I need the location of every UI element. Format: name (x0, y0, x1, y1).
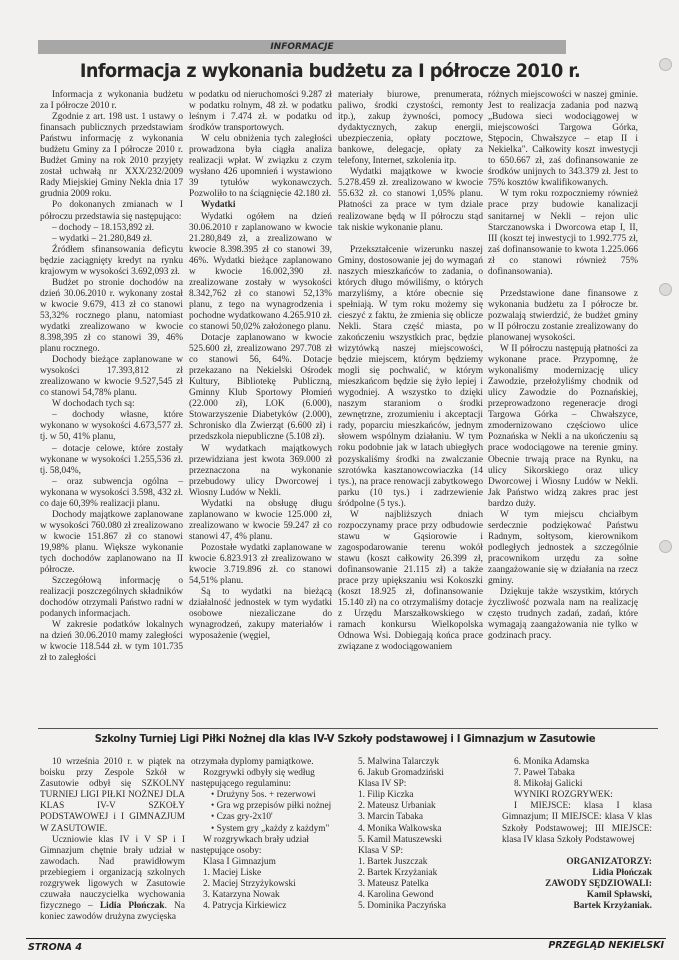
paragraph: Przekształcenie wizerunku naszej Gminy, dostosowanie jej do wymagań naszych mieszkańców to zadania, o których długo mówiliśmy, o których marzyliśmy, a które obecnie się spełniają. W tym roku możemy się cieszyć z faktu, że zmienia się oblicze Nekli. Stara część miasta, po zakończeniu wszystkich prac, będzie wizytówką naszej miejscowości, będzie miejscem, którym będziemy mogli się pochwalić, w którym mieszkańcom będzie się żyło lepiej i wygodniej. A wszystko to dzięki naszym staraniom o środki zewnętrzne, zrozumieniu i akceptacji rady, poparciu mieszkańców, jednym słowem wspólnym działaniu. W tym roku podobnie jak w latach ubiegłych pozyskaliśmy środki na zwalczanie szrotówka kasztanowcowiaczka (14 tys.), na prace renowacji zabytkowego parku (10 tys.) i zadrzewienie śródpolne (5 tys.). (338, 244, 483, 509)
article-column-1 (40, 90, 183, 664)
paragraph: W rozgrywkach brały udział następujące osoby: (191, 834, 309, 856)
paragraph: 10 września 2010 r. w piątek na boisku przy Zespole Szkół w Zasutowie odbył się SZKOLNY TURNIEJ LIGI PIŁKI NOŻNEJ DLA KLAS IV-V SZKOŁY PODSTAWOWEJ i I GIMNAZJUM W ZASUTOWIE. (40, 757, 185, 834)
rule-item: • Gra wg przepisów piłki nożnej (211, 801, 332, 812)
binder-hole-icon (659, 283, 672, 296)
article-column-4 (488, 90, 638, 642)
tournament-column-3 (358, 757, 496, 912)
paragraph: Wydatki majątkowe w kwocie 5.278.459 zł. zrealizowano w kwocie 55.632 zł. co stanowi 1,05% planu. Płatności za prace w tym dziale realizowane będą w II półroczu stąd tak niskie wykonanie planu. (338, 167, 483, 233)
paragraph: Rozgrywki odbyły się według następującego regulaminu: (191, 768, 315, 790)
paragraph: Są to wydatki na bieżącą działalność jednostek w tym wydatki osobowe niezaliczane do wynagrodzeń, zakupy materiałów i wyposażenie (węgiel, (189, 587, 332, 642)
paragraph: Budżet po stronie dochodów na dzień 30.06.2010 r. wykonany został w kwocie 9.679, 413 zł co stanowi 53,32% rocznego planu, natomiast wydatki zrealizowano w kwocie 8.398,395 zł co stanowi 39, 46% planu rocznego. (40, 277, 183, 355)
organizers-label: ORGANIZATORZY: (566, 856, 652, 867)
participant: 5. Kamil Matuszewski (358, 834, 442, 845)
subheading-wydatki: Wydatki (201, 200, 236, 211)
binder-hole-icon (659, 58, 672, 71)
paragraph: Wydatki na obsługę długu zaplanowano w kwocie 125.000 zł, zrealizowano w kwocie 59.247 zł co stanowi 47, 4% planu. (189, 498, 332, 542)
tournament-column-2 (191, 757, 351, 912)
referee-name: Bartek Krzyżaniak. (573, 901, 652, 912)
footer-divider (26, 938, 666, 939)
tournament-column-4 (502, 757, 652, 912)
participant: 5. Dominika Paczyńska (358, 901, 447, 912)
paragraph: – dochody – 18.153,892 zł. (52, 222, 154, 233)
paragraph: W II półroczu następują płatności za wykonane prace. Przypomnę, że wykonaliśmy modernizację ulicy Zawodzie, przełożyliśmy chodnik od ulicy Zawodzie do Poznańskiej, przeprowadzono regeneracje drogi Targowa Górka – Chwałszyce, zmodernizowano częściowo ulice Poznańska w Nekli a na ukończeniu są prace wodociągowe na terenie gminy. Obecnie trwają prace na Rynku, na ulicy Sikorskiego oraz ulicy Dworcowej i Wiosny Ludów w Nekli. Jak Państwo widzą zakres prac jest bardzo duży. (488, 344, 638, 509)
paragraph: materiały biurowe, prenumerata, paliwo, środki czystości, remonty itp.), zakup żywności, pomocy dydaktycznych, zakup energii, ubezpieczenia, opłaty pocztowe, bankowe, delegacje, opłaty za telefony, Internet, szkolenia itp. (338, 90, 483, 167)
participant: 5. Malwina Talarczyk (358, 757, 440, 767)
participant: 4. Monika Walkowska (358, 823, 442, 834)
class-heading: Klasa I Gimnazjum (203, 856, 276, 867)
participant: 3. Marcin Tabaka (358, 812, 424, 823)
article-body (40, 90, 652, 730)
participant: 2. Maciej Strzyżykowski (203, 879, 296, 890)
paragraph: Dochody majątkowe zaplanowane w wysokości 760.080 zł zrealizowano w kwocie 151.867 zł co stanowi 19,98% planu. Większe wykonanie tych dochodów zaplanowano na II półrocze. (40, 509, 183, 576)
paragraph: – wydatki – 21.280,849 zł. (52, 233, 152, 244)
results-heading: WYNIKI ROZGRYWEK: (514, 790, 613, 801)
article-column-2 (189, 90, 332, 642)
participant: 4. Patrycja Kirkiewicz (203, 901, 287, 912)
participant: 2. Mateusz Urbaniak (358, 801, 436, 812)
paragraph: Wydatki ogółem na dzień 30.06.2010 r zaplanowano w kwocie 21.280,849 zł, a zrealizowano w kwocie 8.398.395 zł co stanowi 39, 46%. Wydatki bieżące zaplanowano w kwocie 16.002,390 zł. zrealizowane zostały w wysokości 8.342,762 zł co stanowi 52,13% planu, z tego na wynagrodzenia i pochodne wydatkowano 4.265.910 zł. co stanowi 50,02% założonego planu. (189, 211, 332, 332)
publication-name: PRZEGLĄD NEKIELSKI (548, 940, 664, 951)
tournament-column-1 (40, 757, 185, 923)
class-heading: Klasa V SP: (358, 845, 404, 856)
article-column-3 (338, 90, 483, 653)
tournament-title: Szkolny Turniej Ligi Piłki Nożnej dla klas IV-V Szkoły podstawowej i I Gimnazjum w Zasutowie (94, 732, 596, 745)
paragraph: Dziękuje także wszystkim, których życzliwość pozwala nam na realizację często trudnych zadań, zadań, które wymagają zaangażowania nie tylko w godzinach pracy. (488, 587, 638, 642)
referees-label: ZAWODY SĘDZIOWALI: (545, 878, 652, 889)
participant: 3. Mateusz Patelka (358, 879, 429, 890)
participant: 1. Bartek Juszczak (358, 856, 428, 867)
paragraph: W wydatkach majątkowych przewidziana jest kwota 369.000 zł przeznaczona na wykonanie przebudowy ulicy Dworcowej i Wiosny Ludów w Nekli. (189, 443, 332, 498)
participant: 6. Monika Adamska (514, 757, 590, 767)
paragraph: W tym miejscu chciałbym serdecznie podziękować Państwu Radnym, sołtysom, kierownikom podległych jednostek a szczególnie pracownikom urzędu za sołne zaangażowanie się w działania na rzecz gminy. (488, 509, 638, 587)
paragraph: Pozostałe wydatki zaplanowane w kwocie 6.823.913 zł zrealizowano w kwocie 3.719.896 zł. co stanowi 54,51% planu. (189, 542, 332, 587)
participant: 1. Filip Kiczka (358, 790, 414, 801)
section-header: INFORMACJE (38, 40, 566, 54)
paragraph: Zgodnie z art. 198 ust. 1 ustawy o finansach publicznych przedstawiam Państwu informację z wykonania budżetu Gminy za I półrocze 2010 r. Budżet Gminy na rok 2010 przyjęty został uchwałą nr XXX/232/2009 Rady Miejskiej Gminy Nekla dnia 17 grudnia 2009 roku. (40, 112, 183, 200)
paragraph: – dochody własne, które wykonano w wysokości 4.673,577 zł. tj. w 50, 41% planu, (40, 410, 183, 443)
participant: 7. Paweł Tabaka (514, 768, 575, 779)
article-title: Informacja z wykonania budżetu za I półrocze 2010 r. (79, 60, 581, 82)
paragraph: Po dokonanych zmianach w I półroczu przedstawia się następująco: (40, 200, 183, 222)
paragraph: – dotacje celowe, które zostały wykonane w wysokości 1.255,536 zł. tj. 58,04%, (40, 443, 183, 476)
paragraph (40, 835, 185, 924)
paragraph: – oraz subwencja ogólna – wykonana w wysokości 3.598, 432 zł. co daje 60,39% realizacji planu. (40, 476, 183, 509)
paragraph: W tym roku rozpoczniemy również prace przy budowie kanalizacji sanitarnej w Nekli – rejon ulic Starczanowska i Dworcowa etap I, II, III (koszt tej inwestycji to 1.992.775 zł, zaś dofinansowanie to kwota 1.225.066 zł co stanowi również 75% dofinansowania). (488, 189, 638, 277)
rule-item: • Czas gry-2x10' (211, 812, 273, 823)
results-text: I MIEJSCE: klasa I klasa Gimnazjum; II MIEJSCE: klasa V klas Szkoły Podstawowej; III MIEJSCE: klasa IV klasa Szkoły Podstawowej (502, 801, 652, 845)
paragraph: różnych miejscowości w naszej gminie. Jest to realizacja zadania pod nazwą „Budowa sieci wodociągowej w miejscowości Targowa Górka, Stępocin, Chwałszyce – etap II i Nekielka". Całkowity koszt inwestycji to 650.667 zł, zaś dofinansowanie ze środków unijnych to 343.379 zł. Jest to 75% kosztów kwalifikowanych. (488, 90, 638, 189)
tournament-body (40, 757, 652, 922)
text: Uczniowie klas IV i V SP i I Gimnazjum chętnie brały udział w zawodach. Nad prawidłowym przebiegiem i organizacją szkolnych rozgrywek ligowych w Zasutowie czuwała nauczycielka wychowania fizycznego – (40, 834, 185, 912)
class-heading: Klasa IV SP: (358, 779, 407, 790)
binder-hole-icon (659, 540, 672, 553)
participant: 8. Mikołaj Galicki (514, 779, 583, 790)
text: . Na koniec zawodów drużyna zwycięska (40, 901, 185, 923)
participant: 4. Karolina Gewond (358, 890, 434, 901)
paragraph: Przedstawione dane finansowe z wykonania budżetu za I półrocze br. pozwalają stwierdzić, że budżet gminy w II półroczu zostanie zrealizowany do planowanej wysokości. (488, 288, 638, 343)
participant: 6. Jakub Gromadziński (358, 768, 444, 779)
participant: 2. Bartek Krzyżaniak (358, 867, 438, 878)
page-number: STRONA 4 (28, 942, 82, 953)
paragraph: W dochodach tych są: (52, 399, 135, 410)
teacher-name: Lidia Płończak (99, 901, 165, 912)
paragraph: Dotacje zaplanowano w kwocie 525.600 zł, zrealizowano 297.708 zł co stanowi 56, 64%. Dotacje przekazano na Nekielski Ośrodek Kultury, Bibliotekę Publiczną, Gminny Klub Sportowy Płomień (22.000 zł), LOK (6.000), Stowarzyszenie Diabetyków (2.000), Schronisko dla Zwierząt (6.600 zł) i przedszkola niepubliczne (5.108 zł). (189, 333, 332, 443)
participant: 1. Maciej Liske (203, 867, 262, 878)
paragraph: W najbliższych dniach rozpoczynamy prace przy odbudowie stawu w Gąsiorowie i zagospodarowanie terenu wokół stawu (koszt całkowity 26.399 zł, dofinansowanie 21.115 zł) a także prace przy upiększaniu wsi Kokoszki (koszt 18.925 zł, dofinansowanie 15.140 zł) na co otrzymaliśmy dotacje z Urzędu Marszałkowskiego w ramach konkursu Wielkopolska Odnowa Wsi. Dobiegają końca prace związane z wodociągowaniem (338, 509, 483, 653)
paragraph: Szczegółową informację o realizacji poszczególnych składników dochodów otrzymali Państwo radni w podanych informacjach. (40, 576, 183, 620)
paragraph: Informacja z wykonania budżetu za I półrocze 2010 r. (40, 90, 183, 112)
section-divider (38, 728, 658, 729)
referee-name: Kamil Spławski, (586, 890, 652, 901)
participant: 3. Katarzyna Nowak (203, 890, 280, 901)
paragraph: Dochody bieżące zaplanowane w wysokości 17.393,812 zł zrealizowano w kwocie 9.527,545 zł co stanowi 54,78% planu. (40, 355, 183, 399)
paragraph: Źródłem sfinansowania deficytu będzie zaciągnięty kredyt na rynku krajowym w wysokości 3.692,093 zł. (40, 244, 183, 277)
organizer-name: Lidia Płończak (592, 867, 652, 878)
paragraph: W celu obniżenia tych zaległości prowadzona była ciągła analiza realizacji wpłat. W związku z czym wysłano 426 upomnień i wystawiono 39 tytułów wykonawczych. Pozwoliło to na ściągnięcie 42.180 zł. (189, 134, 332, 200)
paragraph: W zakresie podatków lokalnych na dzień 30.06.2010 mamy zaległości w kwocie 118.544 zł. w tym 101.735 zł to zaległości (40, 620, 183, 664)
rule-item: • System gry „każdy z każdym" (211, 823, 330, 834)
paragraph: w podatku od nieruchomości 9.287 zł w podatku rolnym, 48 zł. w podatku leśnym i 7.474 zł. w podatku od środków transportowych. (189, 90, 332, 134)
rule-item: • Drużyny 5os. + rezerwowi (211, 790, 316, 801)
spacer (502, 846, 652, 857)
paragraph: otrzymała dyplomy pamiątkowe. (191, 757, 314, 767)
